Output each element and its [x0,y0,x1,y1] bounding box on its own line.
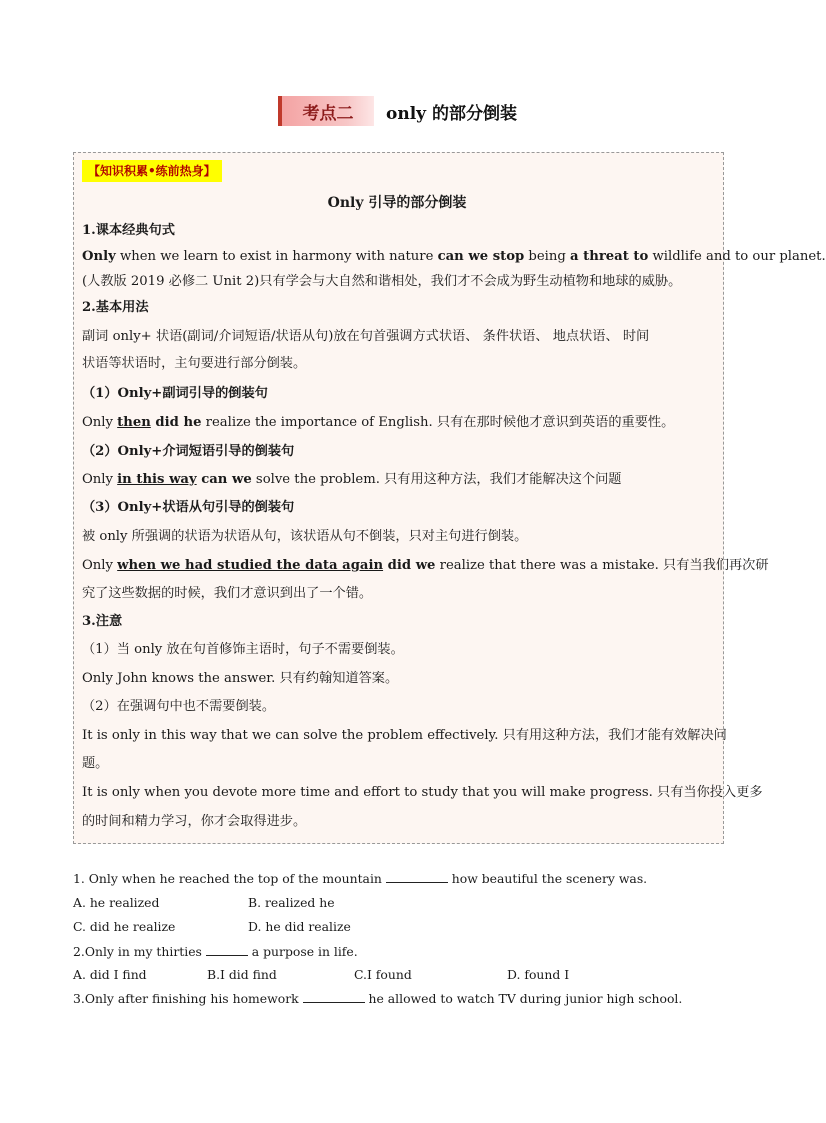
box-heading: Only 引导的部分倒装 [327,195,467,211]
sub-1-label: （1）Only+副词引导的倒装句 [82,386,268,401]
example-4 [82,556,769,576]
ex4-c: did we [383,558,436,573]
example-1-translation: (人教版 2019 必修二 Unit 2)只有学会与大自然和谐相处，我们才不会成为野生动植物和地球的威胁。 [82,274,682,289]
ex3-a: Only [82,472,118,487]
q1-option-c: C. did he realize [73,919,176,934]
note-1: （1）当 only 放在句首修饰主语时，句子不需要倒装。 [82,642,404,657]
ex1-e: a threat to [570,249,649,264]
q2-option-d: D. found I [507,967,570,982]
ex1-c: can we stop [437,249,525,264]
ex2-c: did he [150,415,202,430]
ex3-b: in this way [117,472,197,487]
note-2-example-2b: 的时间和精力学习，你才会取得进步。 [82,814,307,829]
title-text: only 的部分倒装 [386,103,517,124]
sub-3-label: （3）Only+状语从句引导的倒装句 [82,500,295,515]
section-3-label: 3.注意 [82,614,123,629]
ex2-d: realize the importance of English. 只有在那时候他才意识到英语的重要性。 [201,415,675,430]
section-1-label: 1.课本经典句式 [82,223,175,238]
section-2-label: 2.基本用法 [82,300,149,315]
q3-blank[interactable] [303,990,365,1003]
ex2-a: Only [82,415,118,430]
question-1 [73,870,647,888]
q3-post: he allowed to watch TV during junior high school. [364,991,683,1006]
ex1-f: wildlife and to our planet. [648,249,826,264]
usage-line-2: 状语等状语时，主句要进行部分倒装。 [82,356,307,371]
q2-blank[interactable] [206,943,248,956]
q1-pre: 1. Only when he reached the top of the mountain [73,871,386,886]
ex1-b: when we learn to exist in harmony with nature [115,249,438,264]
note-2-example-1b: 题。 [82,756,109,771]
q2-option-a: A. did I find [73,967,147,982]
ex4-d: realize that there was a mistake. 只有当我们再次研 [435,558,769,573]
q1-post: how beautiful the scenery was. [447,871,648,886]
rule-3: 被 only 所强调的状语为状语从句，该状语从句不倒装，只对主句进行倒装。 [82,529,528,544]
example-2 [82,413,674,433]
ex1-a: Only [82,249,116,264]
example-3 [82,470,622,490]
section-title [278,96,517,126]
usage-line-1: 副词 only+ 状语(副词/介词短语/状语从句)放在句首强调方式状语、 条件状语、 地点状语、 时间 [82,329,650,344]
q2-post: a purpose in life. [247,944,358,959]
ex4-b: when we had studied the data again [117,558,384,573]
note-2: （2）在强调句中也不需要倒装。 [82,699,276,714]
sub-2-label: （2）Only+介词短语引导的倒装句 [82,444,295,459]
ex3-d: solve the problem. 只有用这种方法，我们才能解决这个问题 [251,472,622,487]
q2-pre: 2.Only in my thirties [73,944,206,959]
q1-option-b: B. realized he [248,895,335,910]
note-2-example-2a: It is only when you devote more time and effort to study that you will make progress. 只有当你投入更多 [82,785,763,800]
note-2-example-1a: It is only in this way that we can solve the problem effectively. 只有用这种方法，我们才能有效解决问 [82,728,727,743]
example-1 [82,247,826,267]
ex3-c: can we [196,472,252,487]
q1-blank[interactable] [386,870,448,883]
knowledge-badge: 【知识积累•练前热身】 [82,160,222,182]
ex1-d: being [524,249,571,264]
q3-pre: 3.Only after finishing his homework [73,991,303,1006]
q2-option-b: B.I did find [207,967,277,982]
example-4-cont: 究了这些数据的时候，我们才意识到出了一个错。 [82,586,373,601]
q1-option-d: D. he did realize [248,919,351,934]
q1-option-a: A. he realized [73,895,160,910]
ex4-a: Only [82,558,118,573]
q2-option-c: C.I found [354,967,412,982]
note-1-example: Only John knows the answer. 只有约翰知道答案。 [82,671,399,686]
question-3 [73,990,682,1008]
title-tag: 考点二 [278,96,374,126]
question-2 [73,943,358,961]
ex2-b: then [117,415,151,430]
